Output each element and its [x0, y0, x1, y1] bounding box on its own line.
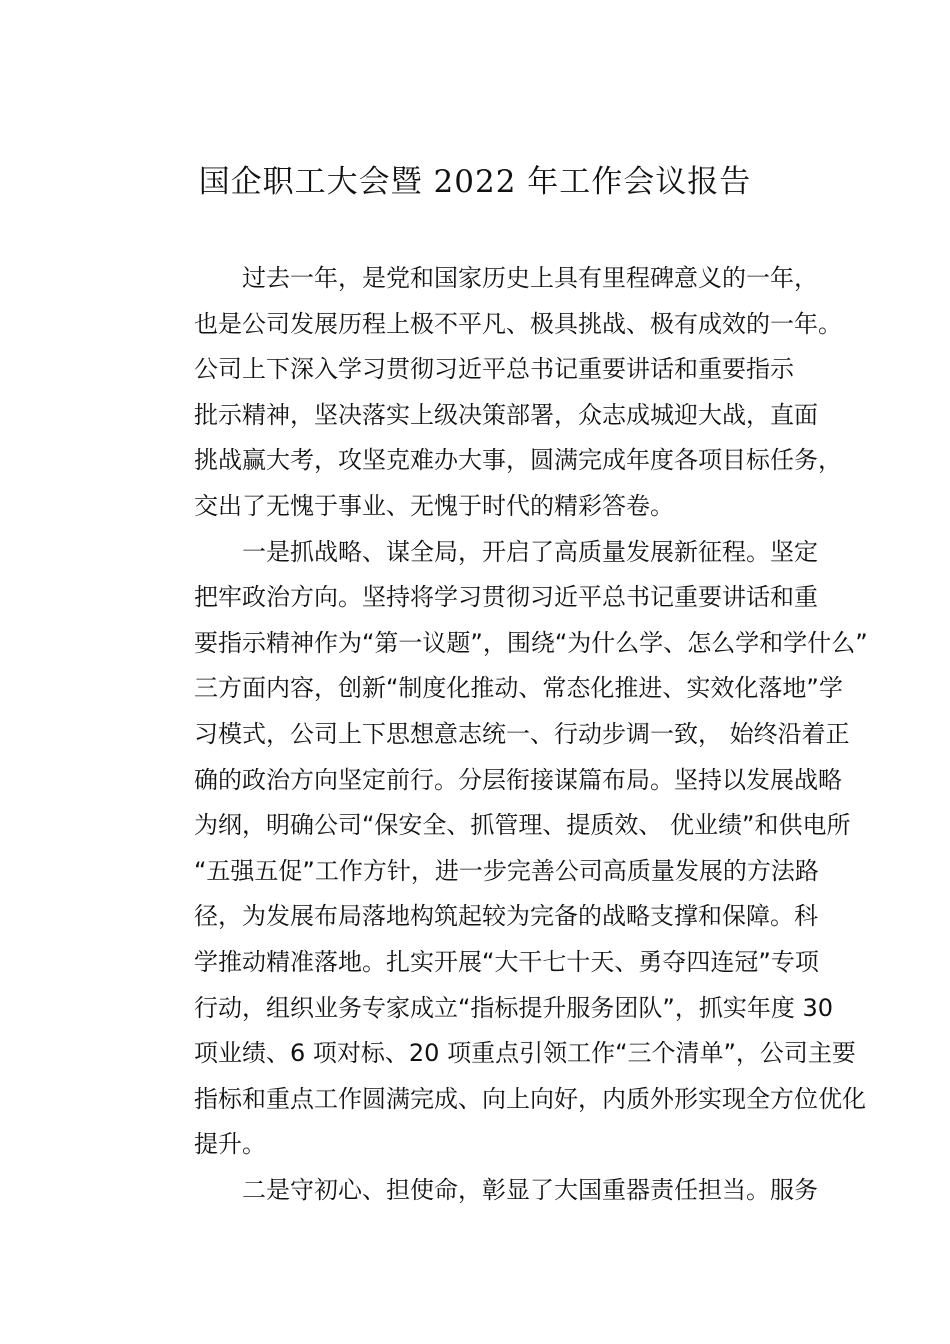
- paragraph-line: 为纲，明确公司“保安全、抓管理、提质效、 优业绩”和供电所: [194, 811, 851, 840]
- paragraph-line: 批示精神，坚决落实上级决策部署，众志成城迎大战，直面: [194, 400, 818, 429]
- paragraph-line: 径，为发展布局落地构筑起较为完备的战略支撑和保障。科: [194, 902, 818, 931]
- paragraph-line: 三方面内容，创新“制度化推动、常态化推进、实效化落地”学: [194, 674, 843, 703]
- paragraph-line: 确的政治方向坚定前行。分层衔接谋篇布局。坚持以发展战略: [194, 765, 842, 794]
- paragraph-line: “五强五促”工作方针，进一步完善公司高质量发展的方法路: [194, 856, 819, 885]
- paragraph-line: 把牢政治方向。坚持将学习贯彻习近平总书记重要讲话和重: [194, 583, 818, 612]
- paragraph-line: 习模式，公司上下思想意志统一、行动步调一致， 始终沿着正: [194, 719, 850, 748]
- paragraph-line: 要指示精神作为“第一议题”，围绕“为什么学、怎么学和学什么”: [194, 628, 868, 657]
- paragraph-line: 交出了无愧于事业、无愧于时代的精彩答卷。: [194, 491, 674, 520]
- paragraph-line: 公司上下深入学习贯彻习近平总书记重要讲话和重要指示: [194, 355, 794, 384]
- paragraph-line: 提升。: [194, 1130, 266, 1159]
- paragraph-review: [146, 256, 842, 530]
- document-title: 国企职工大会暨 2022 年工作会议报告: [198, 164, 752, 200]
- paragraph-line: 挑战赢大考，攻坚克难办大事，圆满完成年度各项目标任务，: [194, 446, 842, 475]
- paragraph-mission: [146, 1168, 826, 1214]
- paragraph-line: 学推动精准落地。扎实开展“大干七十天、勇夺四连冠”专项: [194, 947, 819, 976]
- document-body: [146, 256, 868, 1213]
- paragraph-line: 项业绩、6 项对标、20 项重点引领工作“三个清单”，公司主要: [194, 1039, 856, 1068]
- paragraph-line: 也是公司发展历程上极不平凡、极具挑战、极有成效的一年。: [194, 309, 842, 338]
- paragraph-strategy: [146, 530, 868, 1168]
- paragraph-line: 一是抓战略、谋全局，开启了高质量发展新征程。坚定: [242, 537, 818, 566]
- paragraph-line: 行动，组织业务专家成立“指标提升服务团队”，抓实年度 30: [194, 993, 834, 1022]
- paragraph-line: 过去一年，是党和国家历史上具有里程碑意义的一年，: [242, 264, 818, 292]
- paragraph-line: 二是守初心、担使命，彰显了大国重器责任担当。服务: [242, 1175, 818, 1204]
- paragraph-line: 指标和重点工作圆满完成、向上向好，内质外形实现全方位优化: [194, 1084, 866, 1113]
